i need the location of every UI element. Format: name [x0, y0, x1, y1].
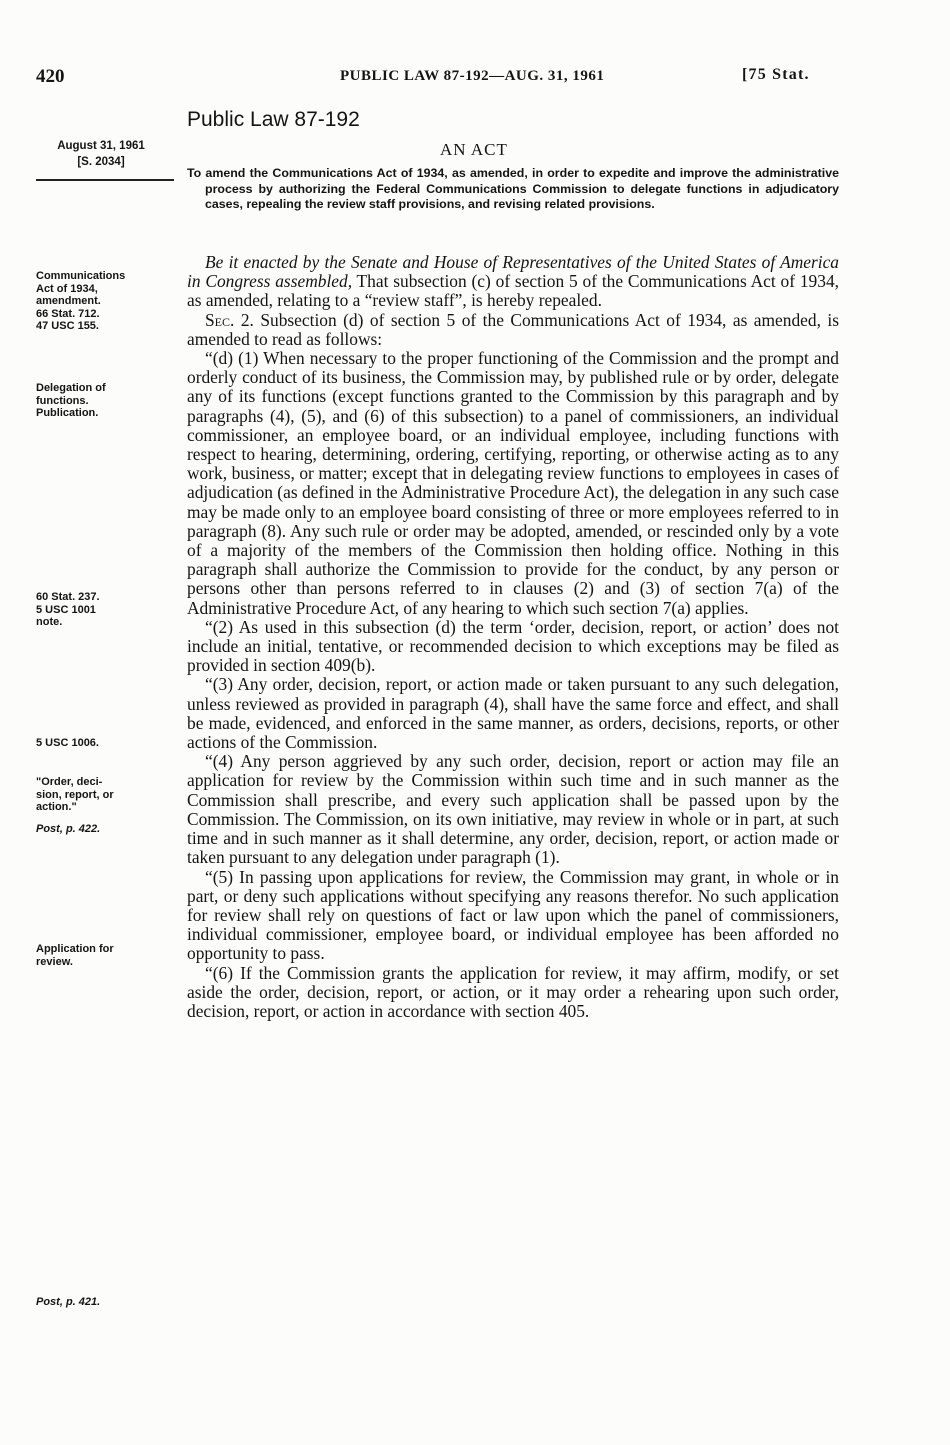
margin-note-delegation	[36, 382, 178, 420]
page-header	[0, 66, 950, 90]
margin-note-line: Delegation of	[36, 382, 106, 394]
paragraph-3: “(3) Any order, decision, report, or action made or taken pursuant to any such delegation, unless reviewed as provided in paragraph (4), shall have the same force and effect, and shall be made, evidenced, and enforced in the same manner, as orders, decisions, reports, or other actions of the Commission.	[187, 674, 839, 753]
margin-note-line: 47 USC 155.	[36, 320, 99, 332]
section-2-text: Subsection (d) of section 5 of the Communications Act of 1934, as amended, is amended to read as follows:	[187, 309, 839, 349]
margin-note-line: Post, p. 422.	[36, 823, 101, 835]
margin-note-line: 5 USC 1006.	[36, 737, 99, 749]
paragraph-6: “(6) If the Commission grants the application for review, it may affirm, modify, or set aside the order, decision, report, or action, or it may order a rehearing upon such order, decision, report, or action in accordance with section 405.	[187, 962, 839, 1021]
margin-note-line: 5 USC 1001	[36, 603, 96, 616]
stat-reference: [75 Stat.	[742, 66, 810, 83]
margin-note-line: note.	[36, 616, 63, 628]
margin-note-line: Communications	[36, 270, 126, 282]
page-number: 420	[36, 66, 65, 87]
margin-note-line: 60 Stat. 237.	[36, 591, 100, 603]
enacting-formula: Be it enacted by the Senate and House of Representatives of the United States of America in Congress assembled,	[187, 252, 839, 292]
margin-note-post-421	[36, 1296, 178, 1309]
margin-note-communications-act	[36, 270, 178, 333]
section-2	[187, 311, 839, 349]
act-purpose	[187, 166, 839, 213]
running-title: PUBLIC LAW 87-192—AUG. 31, 1961	[340, 68, 605, 84]
margin-note-line: Post, p. 421.	[36, 1296, 101, 1308]
paragraph-4: “(4) Any person aggrieved by any such order, decision, report or action may file an application for review by the Commission within such time and in such manner as the Commission shall prescribe, and every such application shall be passed upon by the Commission. The Commission, on its own initiative, may review in whole or in part, at such time and in such manner as it shall determine, any order, decision, report, or action made or taken pursuant to any delegation under paragraph (1).	[187, 751, 839, 868]
margin-note-line: Publication.	[36, 407, 99, 419]
margin-note-line: review.	[36, 955, 73, 968]
paragraph-d1: “(d) (1) When necessary to the proper functioning of the Commission and the prompt and orderly conduct of its business, the Commission may, by published rule or by order, delegate any of its functions (except functions granted to the Commission by this paragraph and by paragraphs (4), (5), and (6) of this subsection) to a panel of commissioners, an individual commissioner, an employee board, or an individual employee, including functions with respect to hearing, determining, ordering, certifying, reporting, or otherwise acting as to any work, business, or matter; except that in delegating review functions to employees in cases of adjudication (as defined in the Administrative Procedure Act), the delegation in any such case may be made only to an employee board consisting of three or more employees referred to in paragraph (8). Any such rule or order may be adopted, amended, or rescinded only by a vote of a majority of the members of the Commission then holding office. Nothing in this paragraph shall authorize the Commission to provide for the conduct, by any person or persons other than persons referred to in clauses (2) and (3) of section 7(a) of the Administrative Procedure Act, of any hearing to which such section 7(a) applies.	[187, 348, 839, 618]
date-divider	[36, 179, 174, 181]
margin-note-line: functions.	[36, 394, 89, 407]
margin-note-order-decision	[36, 776, 178, 814]
margin-note-line: action."	[36, 801, 77, 813]
margin-note-line: 66 Stat. 712.	[36, 307, 100, 320]
margin-note-post-422	[36, 823, 178, 836]
an-act-heading: AN ACT	[440, 140, 508, 159]
margin-note-60-stat	[36, 591, 178, 629]
enacting-clause	[187, 253, 839, 311]
paragraph-2: “(2) As used in this subsection (d) the term ‘order, decision, report, or action’ does not include an initial, tentative, or recommended decision to which exceptions may be filed as provided in section 409(b).	[187, 616, 839, 676]
section-2-label: Sec. 2.	[205, 309, 254, 330]
margin-note-line: Act of 1934,	[36, 282, 98, 295]
margin-note-line: "Order, deci-	[36, 776, 103, 788]
margin-note-line: Application for	[36, 943, 114, 955]
margin-note-5-usc-1006	[36, 737, 178, 750]
law-title: Public Law 87-192	[187, 108, 360, 131]
margin-note-line: sion, report, or	[36, 788, 114, 801]
act-body	[187, 253, 839, 1021]
enactment-date: August 31, 1961	[57, 140, 145, 152]
enacting-text: That subsection (c) of section 5 of the Communications Act of 1934, as amended, relating to a “review staff”, is hereby repealed.	[187, 271, 839, 311]
margin-note-line: amendment.	[36, 295, 101, 307]
paragraph-5: “(5) In passing upon applications for review, the Commission may grant, in whole or in part, or deny such applications without specifying any reasons therefor. No such application for review shall rely on questions of fact or law upon which the panel of commissioners, individual commissioner, employee board, or individual employee has been afforded no opportunity to pass.	[187, 866, 839, 964]
bill-number: [S. 2034]	[77, 156, 125, 168]
purpose-text: To amend the Communications Act of 1934, as amended, in order to expedite and improve the administrative process by authorizing the Federal Communications Commission to delegate functions in adjudicatory cases, repealing the review staff provisions, and revising related provisions.	[187, 166, 839, 211]
margin-note-application-review	[36, 943, 178, 968]
